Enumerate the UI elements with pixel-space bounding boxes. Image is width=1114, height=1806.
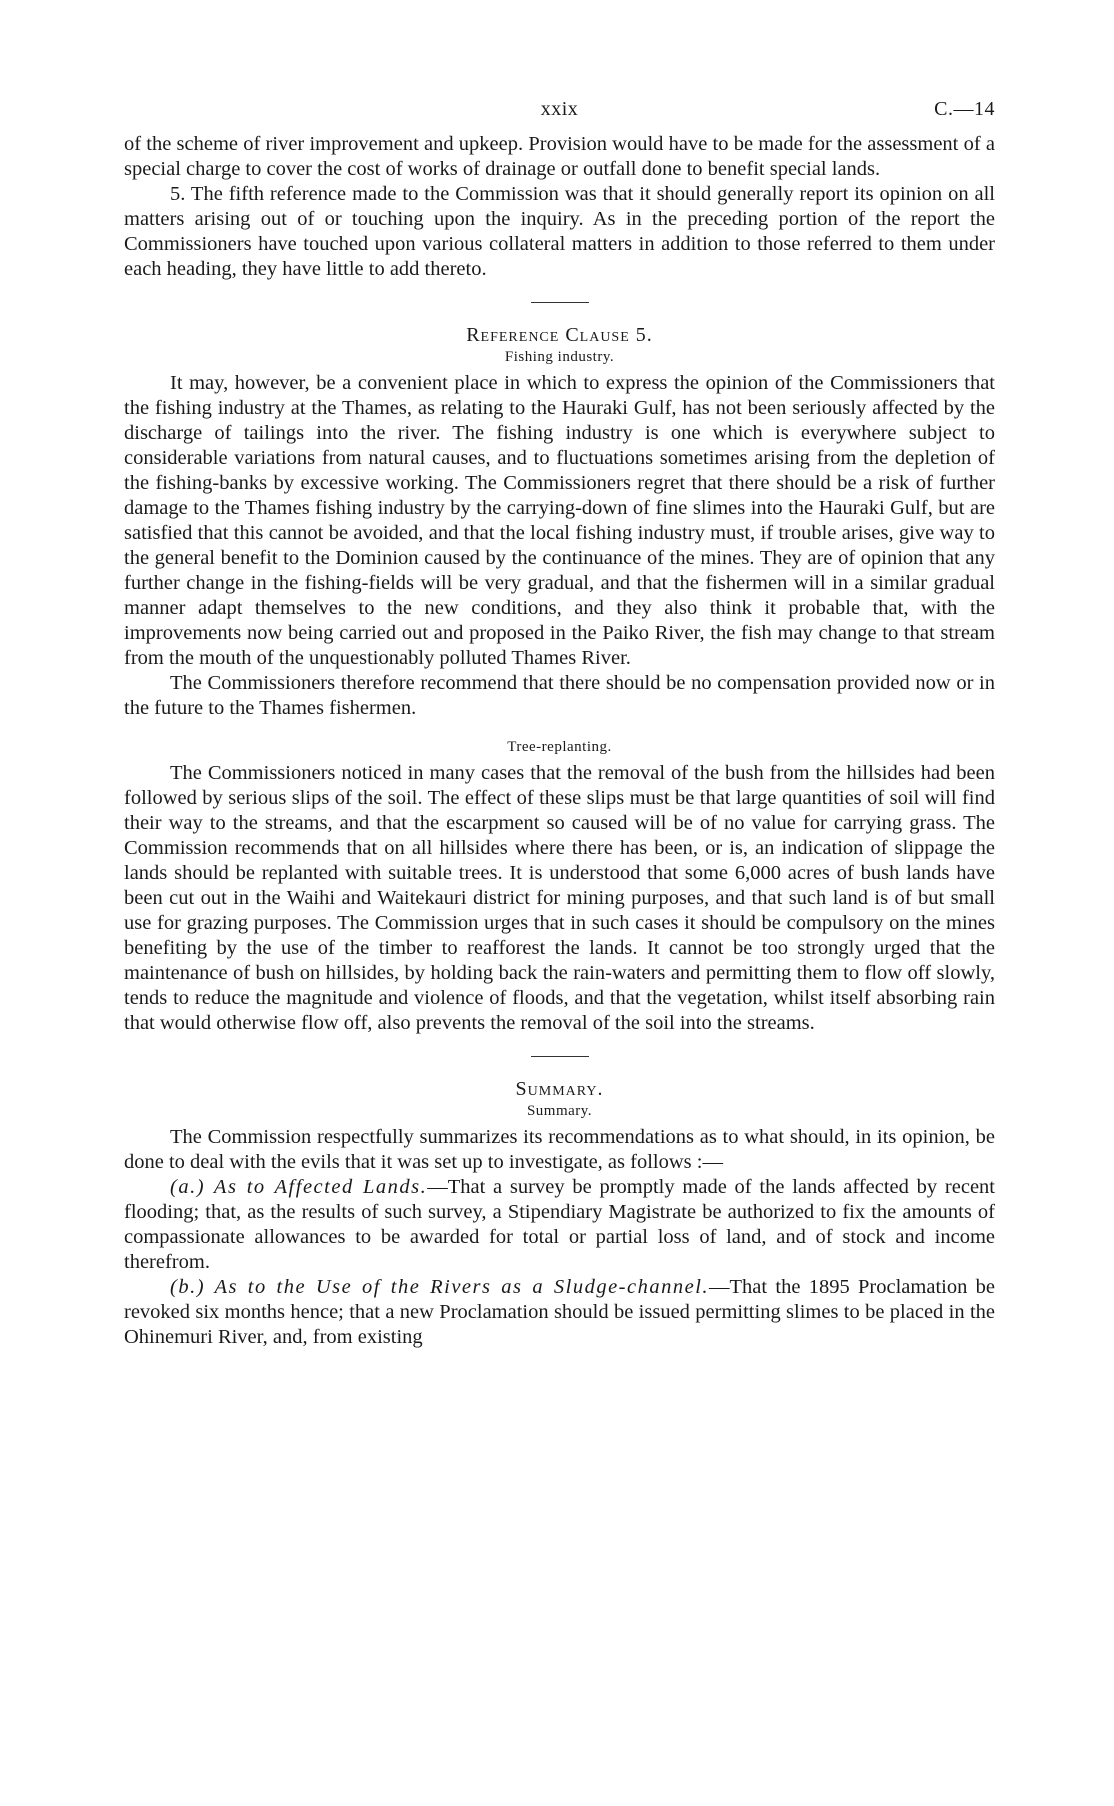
page-header <box>124 98 995 132</box>
spacer <box>124 721 995 737</box>
section-divider <box>531 1056 589 1057</box>
subheading-fishing-industry: Fishing industry. <box>504 349 615 365</box>
summary-item-b-text: —That the 1895 Proclamation be revoked six months hence; that a new Proclamation should be issued permitting slimes to be placed in the Ohinemuri River, and, from existing <box>124 1276 995 1348</box>
paragraph-fishing-industry: It may, however, be a convenient place in which to express the opinion of the Commissioners that the fishing industry at the Thames, as relating to the Hauraki Gulf, has not been seriously affected by the discharge of tailings into the river. The fishing industry is one which is everywhere subject to considerable variations from natural causes, and to fluctuations sometimes arising from the depletion of the fishing-banks by excessive working. The Commissioners regret that there should be a risk of further damage to the Thames fishing industry by the carrying-down of fine slimes into the Hauraki Gulf, but are satisfied that this cannot be avoided, and that the local fishing industry must, if trouble arises, give way to the general benefit to the Dominion caused by the continuance of the mines. They are of opinion that any further change in the fishing-fields will be very gradual, and that the fishermen will in a similar gradual manner adapt themselves to the new conditions, and they also think it probable that, with the improvements now being carried out and proposed in the Paiko River, the fish may change to that stream from the mouth of the unquestionably polluted Thames River. <box>124 372 995 669</box>
summary-item-b-heading: (b.) As to the Use of the Rivers as a Sludge-channel. <box>170 1276 710 1298</box>
section-heading-reference-clause: Reference Clause 5. <box>466 324 653 346</box>
summary-item-a-text: —That a survey be promptly made of the lands affected by recent flooding; that, as the results of such survey, a Stipendiary Magistrate be authorized to fix the amounts of compassionate allowances to be awarded for total or partial loss of land, and of stock and income therefrom. <box>124 1176 995 1273</box>
paragraph-scheme-continuation: of the scheme of river improvement and upkeep. Provision would have to be made for the assessment of a special charge to cover the cost of works of drainage or outfall done to benefit special lands. <box>124 133 995 180</box>
page-folio: xxix <box>540 98 579 120</box>
subheading-tree-replanting: Tree-replanting. <box>507 739 612 755</box>
subheading-summary: Summary. <box>526 1103 593 1119</box>
section-divider <box>531 302 589 303</box>
paragraph-fifth-reference: 5. The fifth reference made to the Commission was that it should generally report its opinion on all matters arising out of or touching upon the inquiry. As in the preceding portion of the report the Commissioners have touched upon various collateral matters in addition to those referred to them under each heading, they have little to add thereto. <box>124 183 995 280</box>
paragraph-fishing-recommendation: The Commissioners therefore recommend that there should be no compensation provided now or in the future to the Thames fishermen. <box>124 672 995 719</box>
section-heading-summary: Summary. <box>515 1078 604 1100</box>
document-reference: C.—14 <box>934 98 995 120</box>
summary-item-b <box>124 1275 995 1350</box>
summary-item-a-heading: (a.) As to Affected Lands. <box>170 1176 428 1198</box>
paragraph-summary-intro: The Commission respectfully summarizes its recommendations as to what should, in its opinion, be done to deal with the evils that it was set up to investigate, as follows :— <box>124 1126 995 1173</box>
paragraph-tree-replanting: The Commissioners noticed in many cases that the removal of the bush from the hillsides had been followed by serious slips of the soil. The effect of these slips must be that large quantities of soil will find their way to the streams, and that the escarpment so caused will be of no value for carrying grass. The Commission recommends that on all hillsides where there has been, or is, an indication of slippage the lands should be replanted with suitable trees. It is understood that some 6,000 acres of bush lands have been cut out in the Waihi and Waitekauri district for mining purposes, and that such land is of but small use for grazing purposes. The Commission urges that in such cases it should be compulsory on the mines benefiting by the use of the timber to reafforest the lands. It cannot be too strongly urged that the maintenance of bush on hillsides, by holding back the rain-waters and permitting them to flow off slowly, tends to reduce the magnitude and violence of floods, and that the vegetation, whilst itself absorbing rain that would otherwise flow off, also prevents the removal of the soil into the streams. <box>124 762 995 1034</box>
document-page <box>124 98 995 1350</box>
summary-item-a <box>124 1175 995 1275</box>
